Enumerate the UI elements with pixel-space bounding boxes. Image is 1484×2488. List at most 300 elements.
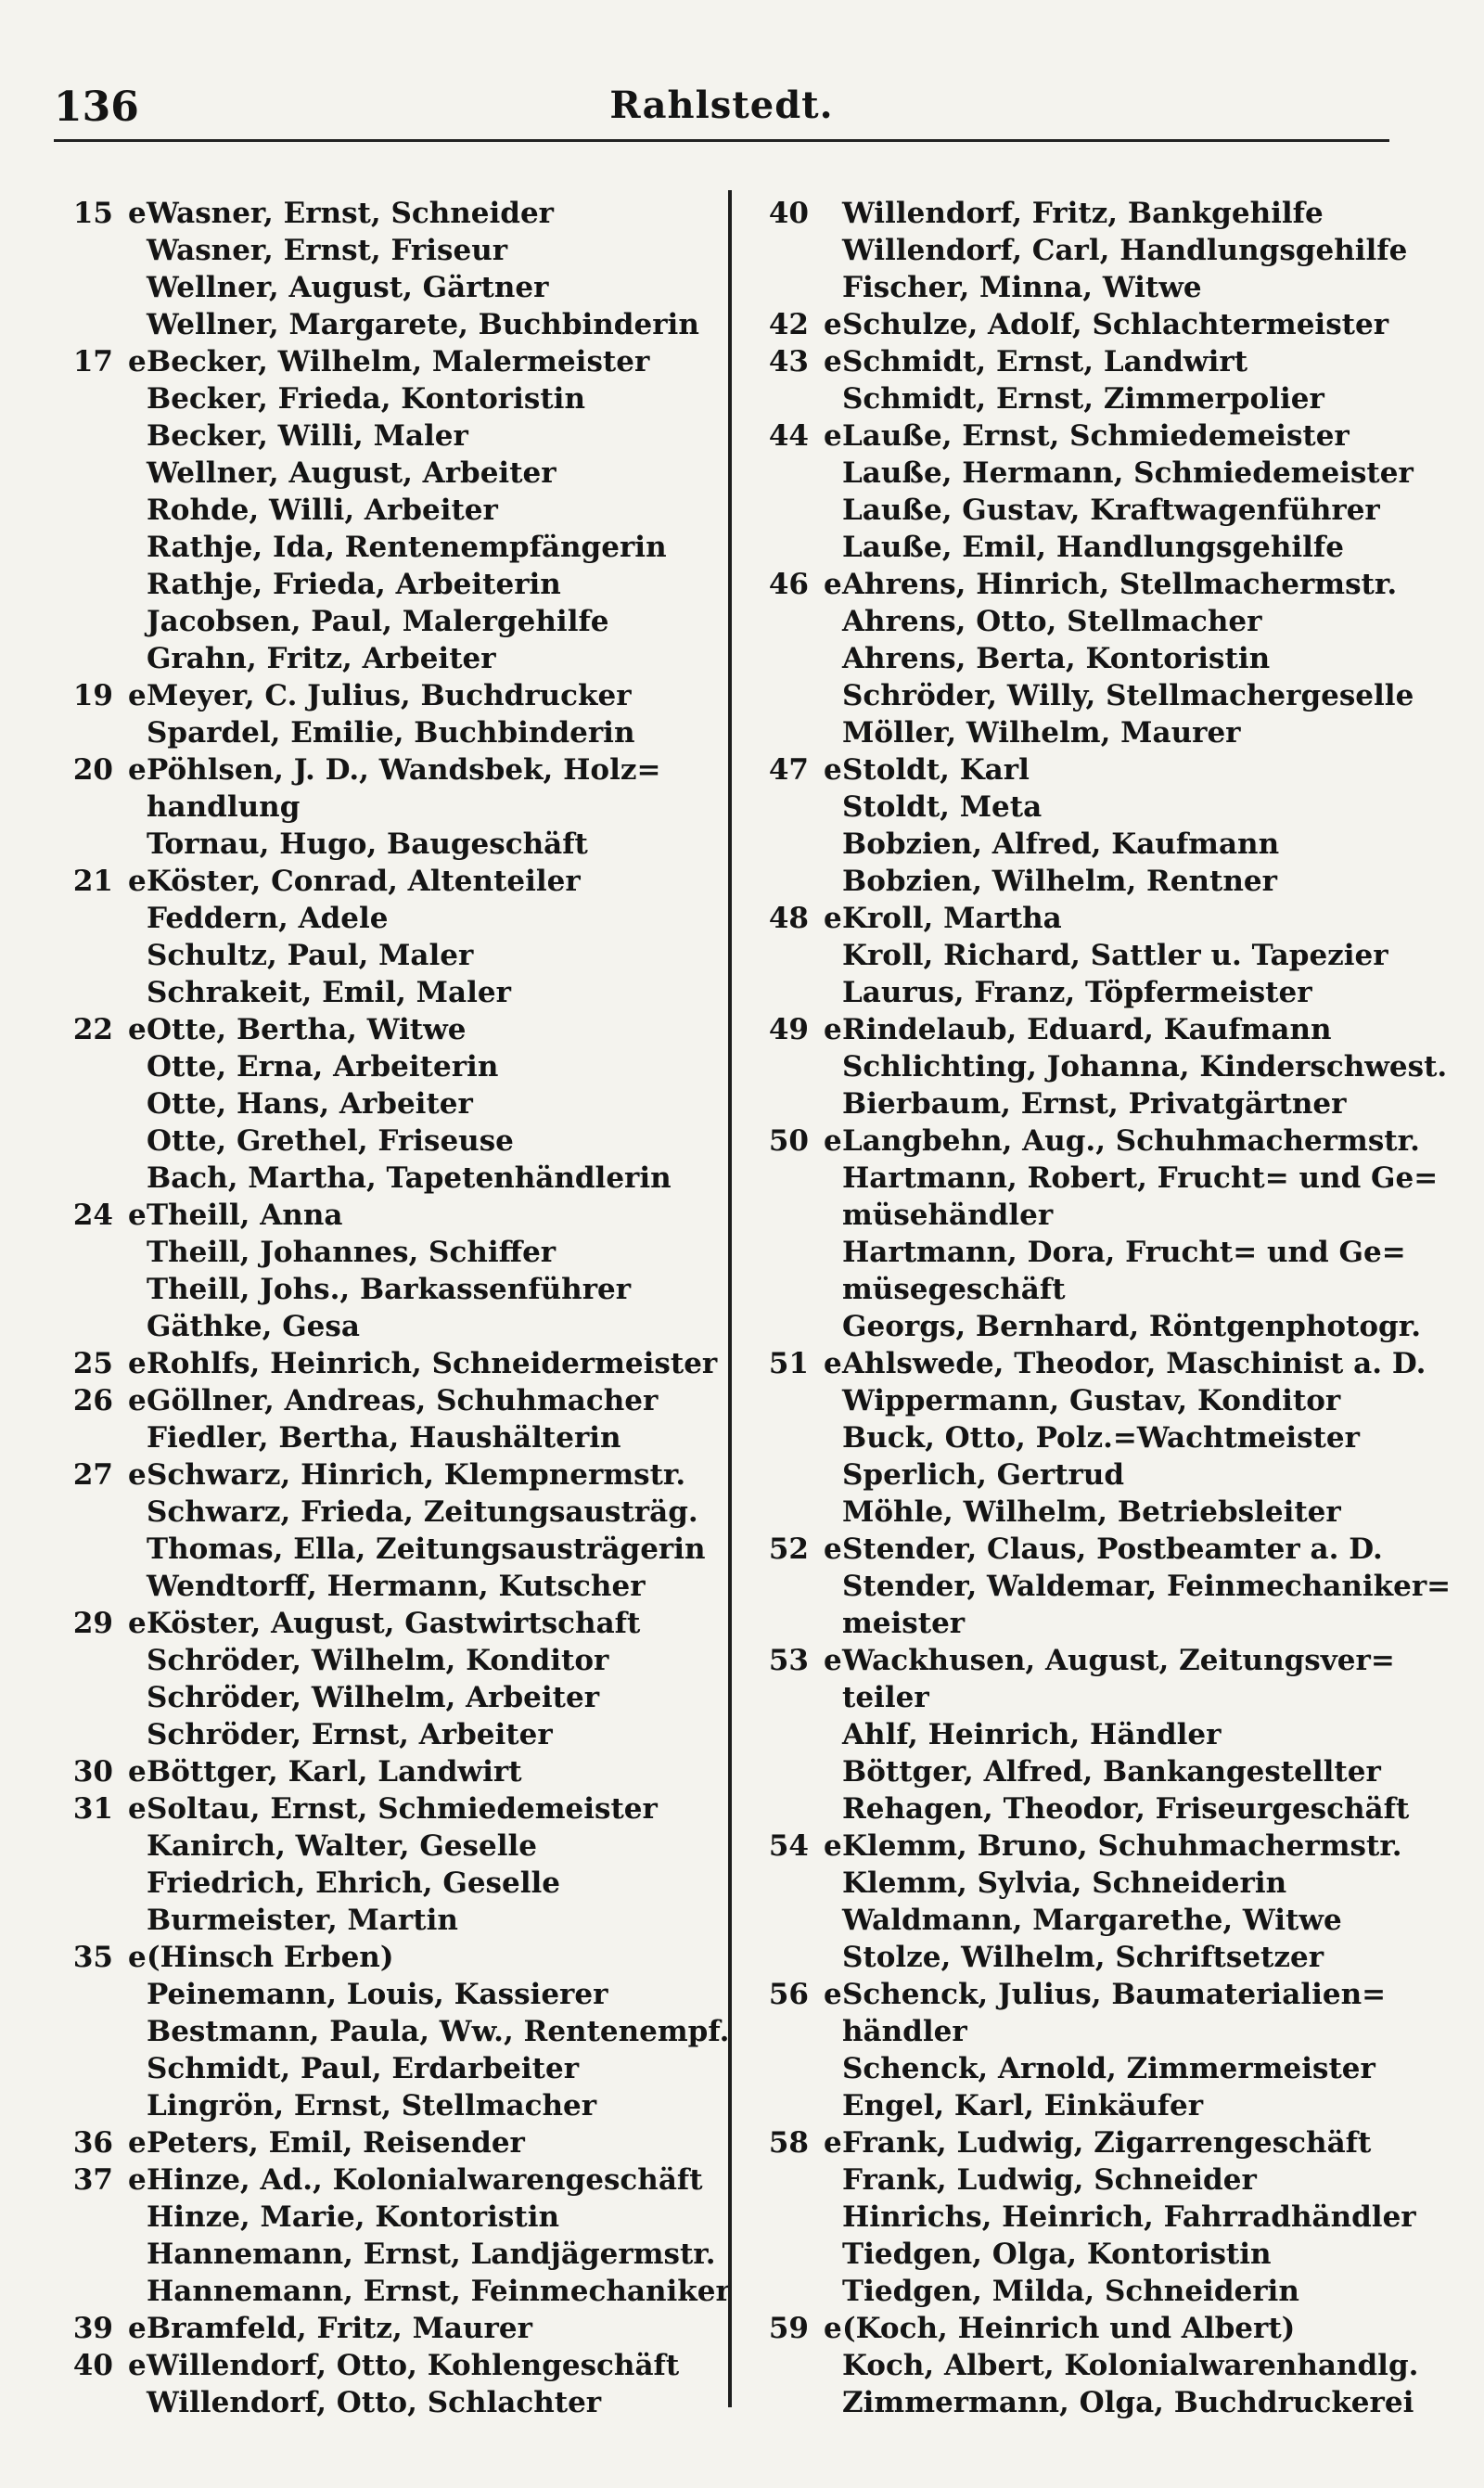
- resident-text: Tiedgen, Olga, Kontoristin: [842, 2238, 1272, 2271]
- directory-entry: [67, 1753, 735, 1790]
- resident-text: Stolze, Wilhelm, Schriftsetzer: [842, 1941, 1324, 1974]
- directory-entry: [762, 826, 1412, 863]
- directory-entry: [67, 2013, 735, 2050]
- resident-text: Rathje, Ida, Rentenempfängerin: [147, 531, 667, 564]
- resident-text: Hartmann, Robert, Frucht= und Ge=: [842, 1161, 1439, 1195]
- resident-text: Schröder, Wilhelm, Arbeiter: [147, 1681, 600, 1714]
- resident-text: Tiedgen, Milda, Schneiderin: [842, 2275, 1299, 2308]
- resident-text: Wellner, August, Arbeiter: [147, 456, 556, 490]
- owner-mark: e: [824, 902, 842, 935]
- directory-entry: [67, 529, 735, 566]
- directory-entry: [67, 789, 735, 826]
- directory-entry: [67, 269, 735, 306]
- resident-text: Tornau, Hugo, Baugeschäft: [147, 827, 588, 861]
- directory-entry: [762, 2050, 1412, 2087]
- directory-entry: [67, 2161, 735, 2199]
- directory-entry: [762, 1308, 1422, 1345]
- house-number: 53: [768, 1644, 809, 1677]
- house-number: 15: [72, 197, 113, 230]
- directory-entry: [762, 1085, 1412, 1122]
- directory-entry: [762, 1902, 1412, 1939]
- resident-text: Theill, Johannes, Schiffer: [147, 1236, 556, 1269]
- directory-entry: [67, 1865, 735, 1902]
- resident-text: Schulze, Adolf, Schlachtermeister: [842, 308, 1389, 341]
- directory-entry: [67, 380, 735, 417]
- resident-text: Wendtorff, Hermann, Kutscher: [147, 1570, 646, 1603]
- directory-entry: [762, 714, 1412, 751]
- owner-mark: e: [824, 1347, 842, 1380]
- resident-text: Rindelaub, Eduard, Kaufmann: [842, 1013, 1332, 1046]
- directory-entry: [67, 1902, 735, 1939]
- resident-text: Frank, Ludwig, Zigarrengeschäft: [842, 2126, 1372, 2160]
- resident-text: Lauße, Emil, Handlungsgehilfe: [842, 531, 1344, 564]
- resident-text: Becker, Wilhelm, Malermeister: [147, 345, 650, 378]
- directory-entry: [762, 1197, 1412, 1234]
- house-number: 19: [72, 679, 113, 712]
- directory-entry: [762, 1753, 1412, 1790]
- resident-text: Frank, Ludwig, Schneider: [842, 2163, 1257, 2197]
- resident-text: Schmidt, Ernst, Landwirt: [842, 345, 1248, 378]
- house-number: 51: [768, 1347, 809, 1380]
- directory-entry: [762, 306, 1412, 343]
- owner-mark: e: [128, 2163, 147, 2197]
- resident-text: Laurus, Franz, Töpfermeister: [842, 976, 1312, 1009]
- owner-mark: e: [824, 568, 842, 601]
- resident-text: Engel, Karl, Einkäufer: [842, 2089, 1204, 2122]
- resident-text: Feddern, Adele: [147, 902, 389, 935]
- directory-entry: [67, 566, 735, 603]
- owner-mark: e: [824, 2126, 842, 2160]
- directory-entry: [762, 455, 1412, 492]
- directory-entry: [67, 1790, 735, 1828]
- house-number: 25: [72, 1347, 113, 1380]
- resident-text: Peinemann, Louis, Kassierer: [147, 1978, 608, 2011]
- house-number: 44: [768, 419, 809, 453]
- directory-entry: [762, 2087, 1412, 2124]
- resident-text: Schenck, Julius, Baumaterialien=: [842, 1978, 1387, 2011]
- resident-text: Fischer, Minna, Witwe: [842, 271, 1202, 304]
- directory-entry: [762, 492, 1412, 529]
- directory-entry: [762, 1271, 1412, 1308]
- directory-entry: [762, 1642, 1412, 1679]
- resident-text: Bobzien, Alfred, Kaufmann: [842, 827, 1280, 861]
- directory-entry: [67, 2236, 735, 2273]
- resident-text: Ahrens, Hinrich, Stellmachermstr.: [842, 568, 1398, 601]
- directory-entry: [762, 2384, 1412, 2421]
- directory-entry: [67, 2087, 735, 2124]
- resident-text: Willendorf, Otto, Schlachter: [147, 2386, 602, 2419]
- owner-mark: e: [824, 1829, 842, 1863]
- resident-text: Wippermann, Gustav, Konditor: [842, 1384, 1341, 1417]
- directory-entry: [67, 714, 735, 751]
- directory-entry: [762, 1382, 1412, 1419]
- directory-entry: [67, 1679, 735, 1716]
- resident-text: Ahlswede, Theodor, Maschinist a. D.: [842, 1347, 1426, 1380]
- directory-entry: [762, 2310, 1412, 2347]
- resident-text: Wellner, Margarete, Buchbinderin: [147, 308, 699, 341]
- resident-text: Theill, Johs., Barkassenführer: [147, 1273, 632, 1306]
- house-number: 40: [768, 197, 809, 230]
- owner-mark: e: [128, 1347, 147, 1380]
- house-number: 17: [72, 345, 113, 378]
- resident-text: Böttger, Karl, Landwirt: [147, 1755, 522, 1789]
- resident-text: Stoldt, Meta: [842, 790, 1043, 824]
- owner-mark: e: [128, 197, 147, 230]
- house-number: 56: [768, 1978, 809, 2011]
- resident-text: Spardel, Emilie, Buchbinderin: [147, 716, 635, 750]
- directory-entry: [67, 677, 735, 714]
- directory-entry: [67, 1345, 735, 1382]
- house-number: 20: [72, 753, 113, 787]
- house-number: 24: [72, 1199, 113, 1232]
- house-number: 35: [72, 1941, 113, 1974]
- directory-entry: [67, 974, 735, 1011]
- directory-entry: [762, 1679, 1412, 1716]
- resident-text: müsegeschäft: [842, 1273, 1066, 1306]
- resident-text: Gäthke, Gesa: [147, 1310, 360, 1343]
- owner-mark: e: [128, 1941, 147, 1974]
- resident-text: Kroll, Richard, Sattler u. Tapezier: [842, 939, 1388, 972]
- directory-entry: [67, 1234, 735, 1271]
- directory-entry: [67, 2273, 735, 2310]
- directory-entry: [762, 343, 1412, 380]
- house-number: 27: [72, 1458, 113, 1492]
- directory-entry: [67, 826, 735, 863]
- owner-mark: e: [128, 1458, 147, 1492]
- house-number: 31: [72, 1792, 113, 1826]
- directory-entry: [762, 2236, 1412, 2273]
- directory-entry: [67, 1605, 735, 1642]
- resident-text: Willendorf, Carl, Handlungsgehilfe: [842, 234, 1408, 267]
- resident-text: Jacobsen, Paul, Malergehilfe: [147, 605, 609, 638]
- resident-text: Wackhusen, August, Zeitungsver=: [842, 1644, 1395, 1677]
- resident-text: Schröder, Willy, Stellmachergeselle: [842, 679, 1414, 712]
- owner-mark: e: [824, 345, 842, 378]
- resident-text: Georgs, Bernhard, Röntgenphotogr.: [842, 1310, 1422, 1343]
- resident-text: Schrakeit, Emil, Maler: [147, 976, 511, 1009]
- resident-text: Schwarz, Frieda, Zeitungsausträg.: [147, 1495, 698, 1529]
- directory-entry: [762, 751, 1412, 789]
- house-number: 46: [768, 568, 809, 601]
- resident-text: Hinze, Ad., Kolonialwarengeschäft: [147, 2163, 703, 2197]
- resident-text: teiler: [842, 1681, 929, 1714]
- owner-mark: e: [824, 2312, 842, 2345]
- house-number: 59: [768, 2312, 809, 2345]
- resident-text: Willendorf, Fritz, Bankgehilfe: [842, 197, 1324, 230]
- resident-text: Bach, Martha, Tapetenhändlerin: [147, 1161, 672, 1195]
- resident-text: handlung: [147, 790, 301, 824]
- resident-text: Lingrön, Ernst, Stellmacher: [147, 2089, 597, 2122]
- owner-mark: e: [128, 1607, 147, 1640]
- resident-text: Meyer, C. Julius, Buchdrucker: [147, 679, 632, 712]
- directory-entry: [67, 343, 735, 380]
- resident-text: Böttger, Alfred, Bankangestellter: [842, 1755, 1381, 1789]
- directory-entry: [762, 1234, 1412, 1271]
- house-number: 49: [768, 1013, 809, 1046]
- directory-entry: [67, 306, 735, 343]
- resident-text: Ahlf, Heinrich, Händler: [842, 1718, 1222, 1751]
- page-number: 136: [54, 83, 139, 131]
- resident-text: Thomas, Ella, Zeitungsausträgerin: [147, 1533, 706, 1566]
- owner-mark: e: [824, 753, 842, 787]
- resident-text: Ahrens, Otto, Stellmacher: [842, 605, 1262, 638]
- directory-entry: [762, 1048, 1448, 1085]
- resident-text: Friedrich, Ehrich, Geselle: [147, 1866, 561, 1900]
- directory-entry: [67, 1494, 735, 1531]
- resident-text: Stender, Claus, Postbeamter a. D.: [842, 1533, 1383, 1566]
- directory-entry: [762, 566, 1412, 603]
- directory-entry: [67, 2050, 735, 2087]
- house-number: 30: [72, 1755, 113, 1789]
- directory-entry: [67, 1939, 735, 1976]
- directory-entry: [67, 2384, 735, 2421]
- directory-entry: [67, 1976, 735, 2013]
- resident-text: Schenck, Arnold, Zimmermeister: [842, 2052, 1375, 2085]
- resident-text: Kanirch, Walter, Geselle: [147, 1829, 538, 1863]
- directory-entry: [67, 2199, 735, 2236]
- house-number: 47: [768, 753, 809, 787]
- directory-entry: [67, 232, 735, 269]
- house-number: 22: [72, 1013, 113, 1046]
- resident-text: Rehagen, Theodor, Friseurgeschäft: [842, 1792, 1410, 1826]
- directory-entry: [67, 1122, 735, 1160]
- directory-entry: [67, 937, 735, 974]
- owner-mark: e: [128, 345, 147, 378]
- header-rule: [54, 139, 1389, 142]
- resident-text: Becker, Frieda, Kontoristin: [147, 382, 585, 416]
- resident-text: Möhle, Wilhelm, Betriebsleiter: [842, 1495, 1341, 1529]
- owner-mark: e: [128, 1384, 147, 1417]
- directory-entry: [67, 2124, 735, 2161]
- directory-entry: [67, 1160, 735, 1197]
- resident-text: Rohlfs, Heinrich, Schneidermeister: [147, 1347, 718, 1380]
- directory-entry: [762, 900, 1412, 937]
- directory-entry: [762, 529, 1412, 566]
- resident-text: Otte, Bertha, Witwe: [147, 1013, 467, 1046]
- resident-text: händler: [842, 2015, 967, 2048]
- resident-text: Theill, Anna: [147, 1199, 343, 1232]
- directory-entry: [762, 195, 1412, 232]
- resident-text: Hannemann, Ernst, Landjägermstr.: [147, 2238, 716, 2271]
- resident-text: Sperlich, Gertrud: [842, 1458, 1125, 1492]
- resident-text: Stoldt, Karl: [842, 753, 1030, 787]
- house-number: 43: [768, 345, 809, 378]
- resident-text: Otte, Erna, Arbeiterin: [147, 1050, 499, 1084]
- directory-entry: [762, 2124, 1412, 2161]
- directory-entry: [67, 1531, 735, 1568]
- directory-entry: [67, 1011, 735, 1048]
- resident-text: Wasner, Ernst, Friseur: [147, 234, 508, 267]
- house-number: 54: [768, 1829, 809, 1863]
- resident-text: Becker, Willi, Maler: [147, 419, 468, 453]
- resident-text: Lauße, Ernst, Schmiedemeister: [842, 419, 1350, 453]
- owner-mark: e: [128, 1755, 147, 1789]
- resident-text: Pöhlsen, J. D., Wandsbek, Holz=: [147, 753, 661, 787]
- directory-entry: [762, 640, 1412, 677]
- directory-entry: [762, 1456, 1412, 1494]
- resident-text: Waldmann, Margarethe, Witwe: [842, 1904, 1342, 1937]
- directory-entry: [762, 1011, 1412, 1048]
- directory-entry: [67, 863, 735, 900]
- resident-text: (Koch, Heinrich und Albert): [842, 2312, 1296, 2345]
- directory-entry: [762, 937, 1412, 974]
- resident-text: Ahrens, Berta, Kontoristin: [842, 642, 1271, 675]
- owner-mark: e: [824, 1533, 842, 1566]
- resident-text: Wasner, Ernst, Schneider: [147, 197, 555, 230]
- directory-entry: [762, 1865, 1412, 1902]
- directory-entry: [762, 603, 1412, 640]
- resident-text: Bierbaum, Ernst, Privatgärtner: [842, 1087, 1347, 1121]
- owner-mark: e: [824, 1013, 842, 1046]
- owner-mark: e: [128, 1199, 147, 1232]
- owner-mark: e: [824, 308, 842, 341]
- resident-text: Stender, Waldemar, Feinmechaniker=: [842, 1570, 1452, 1603]
- directory-entry: [762, 1122, 1420, 1160]
- resident-text: Rohde, Willi, Arbeiter: [147, 494, 498, 527]
- directory-entry: [67, 1197, 735, 1234]
- resident-text: Bramfeld, Fritz, Maurer: [147, 2312, 532, 2345]
- directory-entry: [67, 417, 735, 455]
- resident-text: Klemm, Bruno, Schuhmachermstr.: [842, 1829, 1402, 1863]
- directory-entry: [762, 2013, 1412, 2050]
- directory-entry: [67, 1271, 735, 1308]
- resident-text: Bestmann, Paula, Ww., Rentenempf.: [147, 2015, 730, 2048]
- directory-entry: [762, 1568, 1452, 1605]
- house-number: 52: [768, 1533, 809, 1566]
- directory-entry: [762, 863, 1412, 900]
- resident-text: Otte, Grethel, Friseuse: [147, 1124, 514, 1158]
- directory-entry: [762, 2347, 1419, 2384]
- owner-mark: e: [128, 2126, 147, 2160]
- owner-mark: e: [128, 1792, 147, 1826]
- resident-text: Klemm, Sylvia, Schneiderin: [842, 1866, 1287, 1900]
- resident-text: Grahn, Fritz, Arbeiter: [147, 642, 496, 675]
- resident-text: Schröder, Ernst, Arbeiter: [147, 1718, 553, 1751]
- directory-entry: [67, 1716, 735, 1753]
- directory-entry: [67, 2347, 735, 2384]
- directory-entry: [762, 232, 1412, 269]
- directory-entry: [67, 1828, 735, 1865]
- resident-text: (Hinsch Erben): [147, 1941, 394, 1974]
- resident-text: Wellner, August, Gärtner: [147, 271, 549, 304]
- directory-entry: [67, 603, 735, 640]
- directory-entry: [67, 1308, 735, 1345]
- directory-entry: [762, 1790, 1412, 1828]
- house-number: 40: [72, 2349, 113, 2382]
- directory-entry: [762, 974, 1412, 1011]
- resident-text: Schmidt, Paul, Erdarbeiter: [147, 2052, 580, 2085]
- directory-entry: [762, 1345, 1426, 1382]
- house-number: 58: [768, 2126, 809, 2160]
- resident-text: Köster, August, Gastwirtschaft: [147, 1607, 641, 1640]
- directory-entry: [762, 380, 1412, 417]
- owner-mark: e: [128, 2312, 147, 2345]
- page-title: Rahlstedt.: [609, 83, 834, 127]
- directory-entry: [67, 900, 735, 937]
- left-column: [67, 195, 735, 2421]
- directory-entry: [762, 2161, 1412, 2199]
- resident-text: Schultz, Paul, Maler: [147, 939, 474, 972]
- house-number: 48: [768, 902, 809, 935]
- directory-entry: [67, 492, 735, 529]
- house-number: 29: [72, 1607, 113, 1640]
- owner-mark: e: [824, 419, 842, 453]
- directory-entry: [67, 1048, 735, 1085]
- resident-text: Kroll, Martha: [842, 902, 1062, 935]
- owner-mark: e: [824, 1124, 842, 1158]
- owner-mark: e: [128, 679, 147, 712]
- directory-entry: [67, 195, 735, 232]
- directory-entry: [762, 1531, 1412, 1568]
- resident-text: Möller, Wilhelm, Maurer: [842, 716, 1241, 750]
- owner-mark: e: [824, 1644, 842, 1677]
- resident-text: Göllner, Andreas, Schuhmacher: [147, 1384, 659, 1417]
- resident-text: meister: [842, 1607, 966, 1640]
- directory-entry: [762, 1605, 1412, 1642]
- house-number: 36: [72, 2126, 113, 2160]
- house-number: 37: [72, 2163, 113, 2197]
- house-number: 39: [72, 2312, 113, 2345]
- resident-text: Burmeister, Martin: [147, 1904, 458, 1937]
- resident-text: Schwarz, Hinrich, Klempnermstr.: [147, 1458, 686, 1492]
- resident-text: Hannemann, Ernst, Feinmechaniker: [147, 2275, 731, 2308]
- resident-text: Lauße, Hermann, Schmiedemeister: [842, 456, 1414, 490]
- column-divider: [728, 190, 732, 2407]
- directory-entry: [67, 1642, 735, 1679]
- directory-entry: [67, 1382, 735, 1419]
- owner-mark: e: [824, 1978, 842, 2011]
- directory-entry: [762, 2199, 1416, 2236]
- directory-entry: [67, 1568, 735, 1605]
- directory-entry: [762, 1976, 1412, 2013]
- directory-entry: [762, 1160, 1439, 1197]
- resident-text: Hinrichs, Heinrich, Fahrradhändler: [842, 2200, 1416, 2234]
- directory-entry: [67, 1419, 735, 1456]
- owner-mark: e: [128, 2349, 147, 2382]
- house-number: 26: [72, 1384, 113, 1417]
- resident-text: Koch, Albert, Kolonialwarenhandlg.: [842, 2349, 1419, 2382]
- resident-text: Zimmermann, Olga, Buchdruckerei: [842, 2386, 1414, 2419]
- house-number: 42: [768, 308, 809, 341]
- directory-entry: [67, 1085, 735, 1122]
- resident-text: Fiedler, Bertha, Haushälterin: [147, 1421, 621, 1455]
- directory-entry: [67, 640, 735, 677]
- owner-mark: e: [128, 1013, 147, 1046]
- directory-entry: [762, 1419, 1412, 1456]
- directory-entry: [762, 1716, 1412, 1753]
- directory-entry: [67, 455, 735, 492]
- house-number: 50: [768, 1124, 809, 1158]
- right-column: [762, 195, 1452, 2421]
- directory-entry: [67, 751, 735, 789]
- resident-text: Hartmann, Dora, Frucht= und Ge=: [842, 1236, 1406, 1269]
- resident-text: Otte, Hans, Arbeiter: [147, 1087, 473, 1121]
- resident-text: Soltau, Ernst, Schmiedemeister: [147, 1792, 658, 1826]
- resident-text: Rathje, Frieda, Arbeiterin: [147, 568, 561, 601]
- directory-entry: [762, 677, 1412, 714]
- resident-text: Willendorf, Otto, Kohlengeschäft: [147, 2349, 680, 2382]
- directory-entry: [762, 789, 1412, 826]
- resident-text: Bobzien, Wilhelm, Rentner: [842, 865, 1277, 898]
- house-number: 21: [72, 865, 113, 898]
- resident-text: Buck, Otto, Polz.=Wachtmeister: [842, 1421, 1360, 1455]
- directory-entry: [762, 2273, 1412, 2310]
- resident-text: Peters, Emil, Reisender: [147, 2126, 525, 2160]
- resident-text: Langbehn, Aug., Schuhmachermstr.: [842, 1124, 1420, 1158]
- resident-text: Schmidt, Ernst, Zimmerpolier: [842, 382, 1324, 416]
- resident-text: Lauße, Gustav, Kraftwagenführer: [842, 494, 1380, 527]
- directory-entry: [762, 269, 1412, 306]
